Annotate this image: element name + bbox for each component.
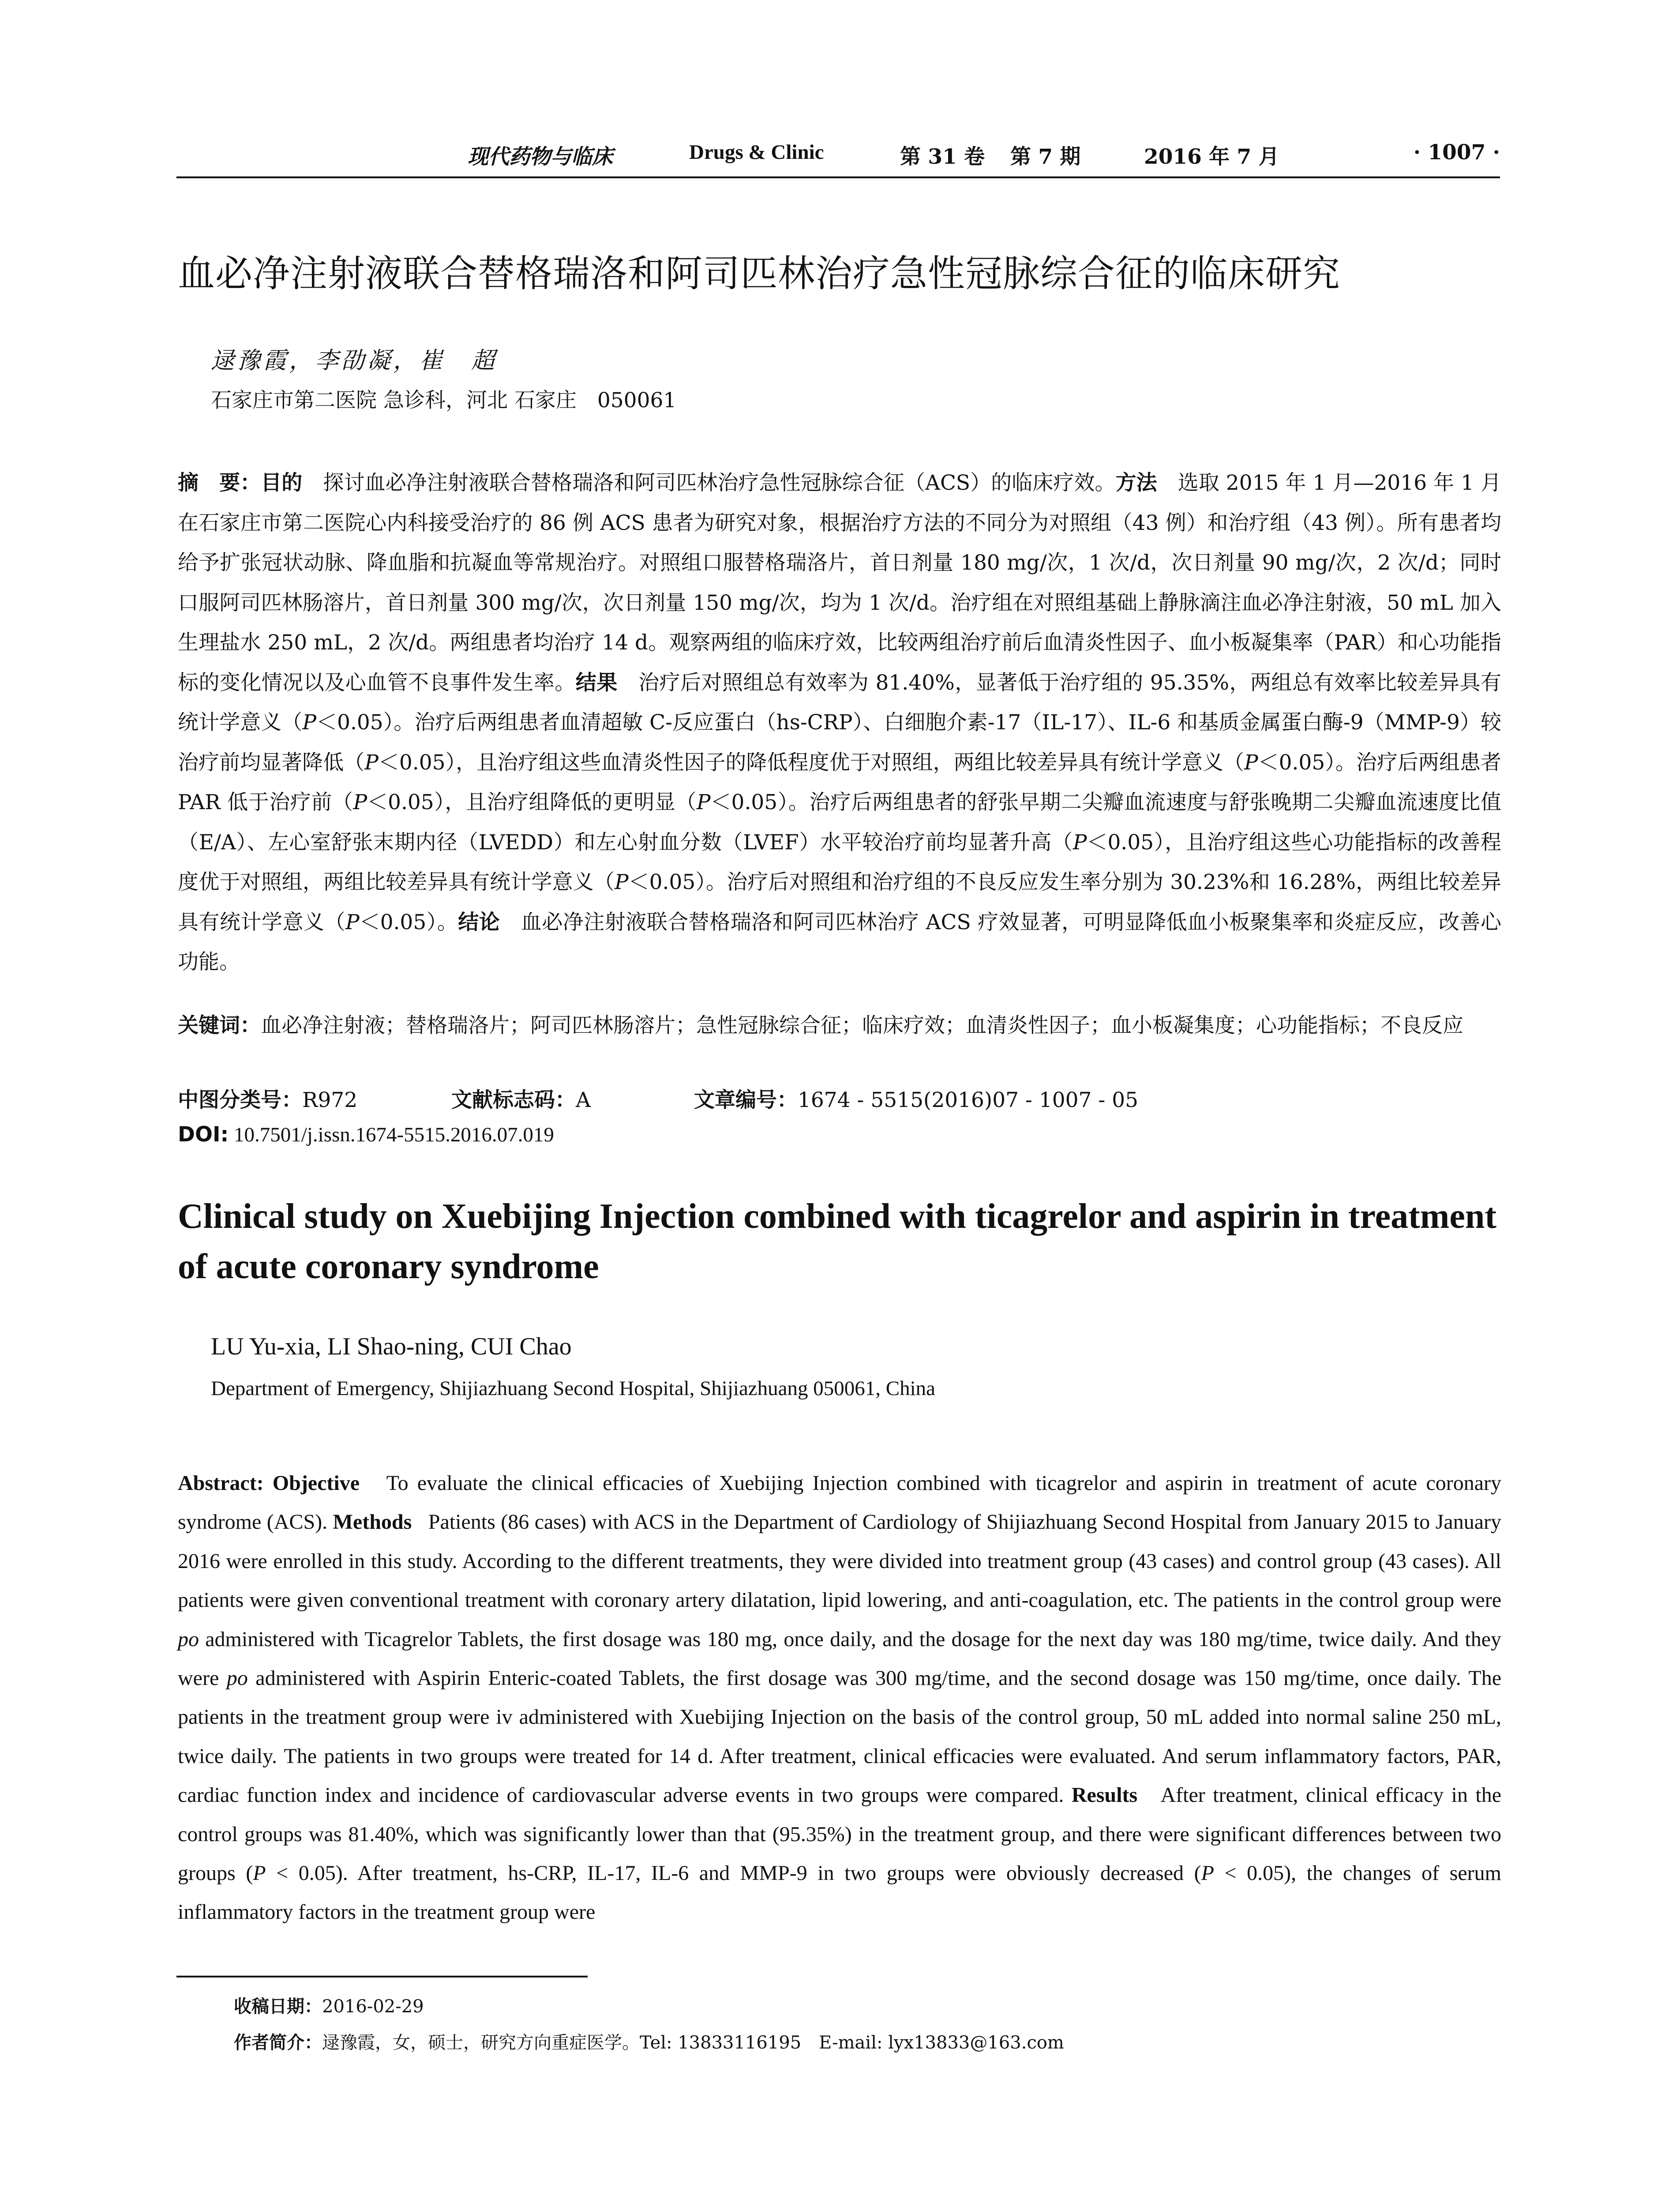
results-cn-1: 治疗后对照组总有效率为 81.40%，显著低于治疗组的 95.35%，两组总有效率比较差异具有统计学意义（	[178, 670, 1502, 735]
objective-en: To evaluate the clinical efficacies of Xuebijing Injection combined with ticagrelor and aspirin in treatment of acute coronary syndrome (ACS).	[178, 1471, 1502, 1534]
received-value: 2016-02-29	[322, 1996, 424, 2017]
footnote-rule	[176, 1976, 588, 1977]
volume: 第 31 卷	[900, 145, 985, 169]
results-en-3: < 0.05), the changes of serum inflammatory factors in the treatment group were	[178, 1861, 1501, 1924]
abstract-label-cn: 摘 要：	[178, 471, 261, 495]
p-symbol: P	[353, 790, 368, 814]
results-cn-2: ＜0.05）。治疗后两组患者血清超敏 C-反应蛋白（hs-CRP）、白细胞介素-17（IL-17）、IL-6 和基质金属蛋白酶-9（MMP-9）较治疗前均显著降低（	[178, 710, 1501, 775]
journal-name-en: Drugs & Clinic	[689, 141, 824, 164]
objective-cn: 探讨血必净注射液联合替格瑞洛和阿司匹林治疗急性冠脉综合征（ACS）的临床疗效。	[323, 471, 1116, 495]
po-abbrev: po	[178, 1627, 199, 1651]
doc-code-label: 文献标志码：	[451, 1088, 576, 1112]
affiliation-en: Department of Emergency, Shijiazhuang Second Hospital, Shijiazhuang 050061, China	[211, 1377, 936, 1400]
p-symbol: P	[1072, 830, 1087, 855]
results-en-2: < 0.05). After treatment, hs-CRP, IL-17, IL-6 and MMP-9 in two groups were obviously decreased (	[266, 1861, 1201, 1885]
doi-row	[178, 1122, 554, 1147]
p-symbol: P	[614, 870, 629, 894]
p-symbol: P	[1244, 750, 1258, 775]
author-bio	[234, 2029, 1064, 2054]
objective-label-cn: 目的	[261, 471, 303, 495]
methods-cn: 选取 2015 年 1 月—2016 年 1 月在石家庄市第二医院心内科接受治疗的 86 例 ACS 患者为研究对象，根据治疗方法的不同分为对照组（43 例）和治疗组（43 例）。所有患者均给予扩张冠状动脉、降血脂和抗凝血等常规治疗。对照组口服替格瑞洛片，首日剂量 180 mg/次，1 次/d，次日剂量 90 mg/次，2 次/d；同时口服阿司匹林肠溶片，首日剂量 300 mg/次，次日剂量 150 mg/次，均为 1 次/d。治疗组在对照组基础上静脉滴注血必净注射液，50 mL 加入生理盐水 250 mL，2 次/d。两组患者均治疗 14 d。观察两组的临床疗效，比较两组治疗前后血清炎性因子、血小板凝集率（PAR）和心功能指标的变化情况以及心血管不良事件发生率。	[178, 471, 1502, 695]
results-cn-7: ＜0.05），且治疗组这些心功能指标的改善程度优于对照组，两组比较差异具有统计学意义（	[178, 830, 1501, 894]
p-symbol: P	[253, 1861, 266, 1885]
results-en-1: After treatment, clinical efficacy in the control groups was 81.40%, which was significantly lower than that (95.35%) in the treatment group, and there were significant differences between two groups (	[178, 1783, 1502, 1885]
article-no-label: 文章编号：	[694, 1088, 798, 1112]
p-symbol: P	[696, 790, 711, 814]
results-cn-3: ＜0.05），且治疗组这些血清炎性因子的降低程度优于对照组，两组比较差异具有统计学意义（	[378, 750, 1244, 775]
results-label-cn: 结果	[575, 670, 618, 695]
affiliation-cn: 石家庄市第二医院 急诊科，河北 石家庄 050061	[211, 388, 677, 413]
authors-cn: 逯豫霞，李劭凝，崔 超	[211, 347, 497, 374]
bio-label: 作者简介：	[234, 2033, 322, 2053]
results-cn-8: ＜0.05）。治疗后对照组和治疗组的不良反应发生率分别为 30.23%和 16.28%，两组比较差异具有统计学意义（	[178, 870, 1502, 934]
p-symbol: P	[302, 710, 317, 735]
clc-value: R972	[302, 1088, 358, 1112]
conclusion-label-cn: 结论	[458, 910, 500, 934]
received-date	[234, 1992, 424, 2018]
p-symbol: P	[1201, 1861, 1214, 1885]
header-rule	[176, 176, 1500, 178]
keywords-label-cn: 关键词：	[178, 1013, 261, 1038]
methods-en-3: administered with Aspirin Enteric-coated Tablets, the first dosage was 300 mg/time, and the second dosage was 150 mg/time, once daily. The patients in the treatment group were iv administered with Xuebijing Injection on the basis of the control group, 50 mL added into normal saline 250 mL, twice daily. The patients in two groups were treated for 14 d. After treatment, clinical efficacies were evaluated. And serum inflammatory factors, PAR, cardiac function index and incidence of cardiovascular adverse events in two groups were compared.	[178, 1666, 1501, 1807]
doi-value: 10.7501/j.issn.1674-5515.2016.07.019	[234, 1123, 554, 1146]
abstract-cn	[178, 463, 1501, 983]
issue: 第 7 期	[1010, 145, 1081, 169]
results-label-en: Results	[1071, 1783, 1138, 1807]
bio-value: 逯豫霞，女，硕士，研究方向重症医学。Tel: 13833116195 E-mail: lyx13833@163.com	[322, 2033, 1064, 2053]
methods-en-1: Patients (86 cases) with ACS in the Department of Cardiology of Shijiazhuang Second Hospital from January 2015 to January 2016 were enrolled in this study. According to the different treatments, they were divided into treatment group (43 cases) and control group (43 cases). All patients were given conventional treatment with coronary artery dilatation, lipid lowering, and anti-coagulation, etc. The patients in the control group were	[178, 1510, 1501, 1612]
results-cn-9: ＜0.05）。	[359, 910, 458, 934]
clc-label: 中图分类号：	[178, 1088, 302, 1112]
p-symbol: P	[364, 750, 379, 775]
doc-code-value: A	[576, 1088, 591, 1112]
article-no-value: 1674 - 5515(2016)07 - 1007 - 05	[798, 1088, 1139, 1112]
methods-en-2: administered with Ticagrelor Tablets, the first dosage was 180 mg, once daily, and the dosage for the next day was 180 mg/time, twice daily. And they were	[178, 1627, 1502, 1690]
keywords-text-cn: 血必净注射液；替格瑞洛片；阿司匹林肠溶片；急性冠脉综合征；临床疗效；血清炎性因子；血小板凝集度；心功能指标；不良反应	[261, 1013, 1463, 1038]
title-en: Clinical study on Xuebijing Injection combined with ticagrelor and aspirin in treatment of acute coronary syndrome	[178, 1197, 1497, 1286]
results-cn-4: ＜0.05）。治疗后两组患者 PAR 低于治疗前（	[178, 750, 1501, 814]
abstract-label-en: Abstract: Objective	[178, 1471, 360, 1495]
po-abbrev: po	[226, 1666, 248, 1690]
results-cn-5: ＜0.05），且治疗组降低的更明显（	[367, 790, 697, 814]
issue-date: 2016 年 7 月	[1144, 145, 1279, 169]
conclusion-cn: 血必净注射液联合替格瑞洛和阿司匹林治疗 ACS 疗效显著，可明显降低血小板聚集率和炎症反应，改善心功能。	[178, 910, 1502, 974]
page-number: · 1007 ·	[1413, 140, 1500, 165]
methods-label-cn: 方法	[1115, 471, 1157, 495]
authors-en: LU Yu-xia, LI Shao-ning, CUI Chao	[211, 1333, 572, 1360]
received-label: 收稿日期：	[234, 1996, 322, 2017]
classification-row	[178, 1084, 1138, 1113]
keywords-cn	[178, 1007, 1501, 1044]
abstract-en	[178, 1464, 1501, 1932]
doi-label: DOI:	[178, 1122, 229, 1147]
journal-name-cn: 现代药物与临床	[468, 145, 613, 169]
results-cn-6: ＜0.05）。治疗后两组患者的舒张早期二尖瓣血流速度与舒张晚期二尖瓣血流速度比值（E/A）、左心室舒张末期内径（LVEDD）和左心射血分数（LVEF）水平较治疗前均显著升高（	[178, 790, 1501, 855]
title-cn: 血必净注射液联合替格瑞洛和阿司匹林治疗急性冠脉综合征的临床研究	[178, 252, 1341, 295]
p-symbol: P	[345, 910, 360, 934]
running-header	[176, 140, 1500, 172]
methods-label-en: Methods	[333, 1510, 412, 1534]
